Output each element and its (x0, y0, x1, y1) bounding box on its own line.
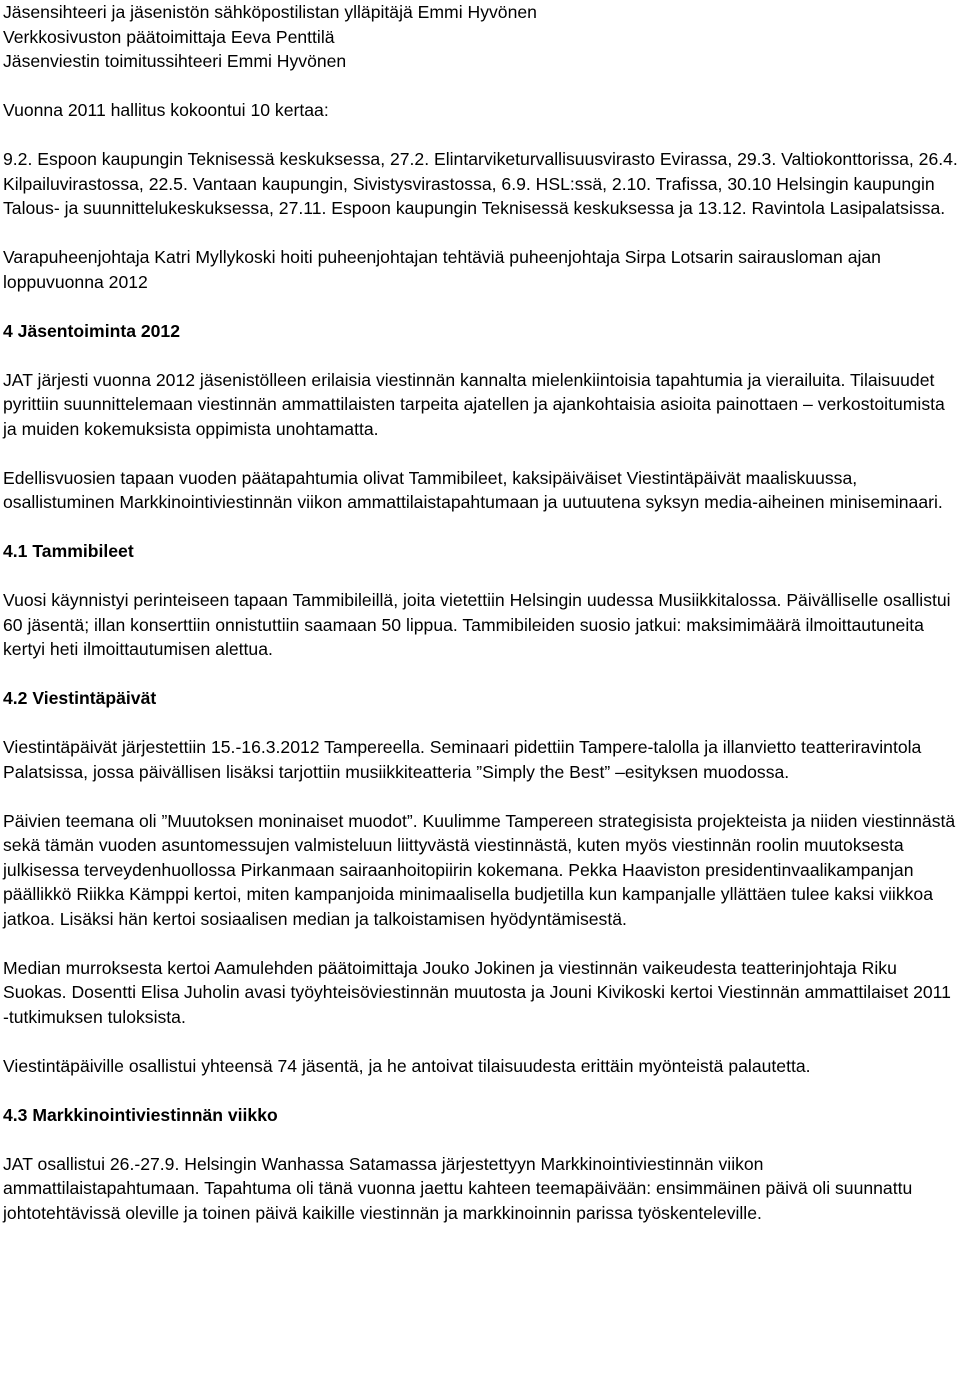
section-heading-4-1: 4.1 Tammibileet (3, 541, 134, 561)
role-line: Jäsensihteeri ja jäsenistön sähköpostilistan ylläpitäjä Emmi Hyvönen (3, 2, 537, 22)
paragraph: Viestintäpäiville osallistui yhteensä 74 jäsentä, ja he antoivat tilaisuudesta erittäin myönteistä palautetta. (3, 1055, 811, 1076)
vice-chair-note: Varapuheenjohtaja Katri Myllykoski hoiti puheenjohtajan tehtäviä puheenjohtaja Sirpa Lotsarin sairausloman ajan loppuvuonna 2012 (3, 247, 881, 292)
role-line: Verkkosivuston päätoimittaja Eeva Penttilä (3, 26, 335, 47)
section-heading-4: 4 Jäsentoiminta 2012 (3, 320, 181, 341)
paragraph: Median murroksesta kertoi Aamulehden päätoimittaja Jouko Jokinen ja viestinnän vaikeudesta teatterinjohtaja Riku Suokas. Dosentti Elisa Juholin avasi työyhteisöviestinnän muutosta ja Jouni Kivikoski kertoi Viestinnän ammattilaiset 2011 -tutkimuksen tuloksista. (3, 957, 951, 1027)
paragraph: Päivien teemana oli ”Muutoksen moninaiset muodot”. Kuulimme Tampereen strategisista projekteista ja niiden viestinnästä sekä tämän vuoden asuntomessujen valmisteluun liittyvästä viestinnästä, kuten myös viestinnän roolin muutoksesta julkisessa terveydenhuollossa Pirkanmaan sairaanhoitopiirin kokemana. Pekka Haaviston presidentinvaalikampanjan päällikkö Riikka Kämppi kertoi, miten kampanjoida minimaalisella budjetilla kun kampanjalle yllättäen tulee kaksi viikkoa jatkoa. Lisäksi hän kertoi sosiaalisen median ja talkoistamisen hyödyntämisestä. (3, 810, 956, 929)
paragraph: Edellisvuosien tapaan vuoden päätapahtumia olivat Tammibileet, kaksipäiväiset Viestintäpäivät maaliskuussa, osallistuminen Markkinointiviestinnän viikon ammattilaistapahtumaan ja uutuutena syksyn media-aiheinen miniseminaari. (3, 467, 943, 512)
paragraph: JAT osallistui 26.-27.9. Helsingin Wanhassa Satamassa järjestettyyn Markkinointiviestinnän viikon ammattilaistapahtumaan. Tapahtuma oli tänä vuonna jaettu kahteen teemapäivään: ensimmäinen päivä oli suunnattu johtotehtävissä oleville ja toinen päivä kaikille viestinnän ja markkinoinnin parissa työskenteleville. (3, 1153, 913, 1223)
section-heading-4-3: 4.3 Markkinointiviestinnän viikko (3, 1104, 278, 1125)
roles-list (3, 0, 958, 74)
paragraph: Vuosi käynnistyi perinteiseen tapaan Tammibileillä, joita vietettiin Helsingin uudessa Musiikkitalossa. Päivälliselle osallistui 60 jäsentä; illan konserttiin onnistuttiin saamaan 50 lippua. Tammibileiden suosio jatkui: maksimimäärä ilmoittautuneita kertyi heti ilmoittautumisen alettua. (3, 590, 951, 659)
paragraph: Viestintäpäivät järjestettiin 15.-16.3.2012 Tampereella. Seminaari pidettiin Tampere-talolla ja illanvietto teatteriravintola Palatsissa, jossa päivällisen lisäksi tarjottiin musiikkiteatteria ”Simply the Best” –esityksen muodossa. (3, 737, 922, 782)
meetings-intro: Vuonna 2011 hallitus kokoontui 10 kertaa: (3, 100, 329, 120)
meetings-list: 9.2. Espoon kaupungin Teknisessä keskuksessa, 27.2. Elintarviketurvallisuusvirasto Evirassa, 29.3. Valtiokonttorissa, 26.4. Kilpailuvirastossa, 22.5. Vantaan kaupungin, Sivistysvirastossa, 6.9. HSL:ssä, 2.10. Trafissa, 30.10 Helsingin kaupungin Talous- ja suunnittelukeskuksessa, 27.11. Espoon kaupungin Teknisessä keskuksessa ja 13.12. Ravintola Lasipalatsissa. (3, 149, 958, 218)
section-heading-4-2: 4.2 Viestintäpäivät (3, 688, 157, 708)
document-page (3, 0, 958, 1225)
paragraph: JAT järjesti vuonna 2012 jäsenistölleen erilaisia viestinnän kannalta mielenkiintoisia tapahtumia ja vierailuita. Tilaisuudet pyrittiin suunnittelemaan viestinnän ammattilaisten tarpeita ajatellen ja ajankohtaisia asioita painottaen – verkostoitumista ja muiden kokemuksista oppimista unohtamatta. (3, 369, 945, 439)
role-line: Jäsenviestin toimitussihteeri Emmi Hyvönen (3, 51, 347, 71)
